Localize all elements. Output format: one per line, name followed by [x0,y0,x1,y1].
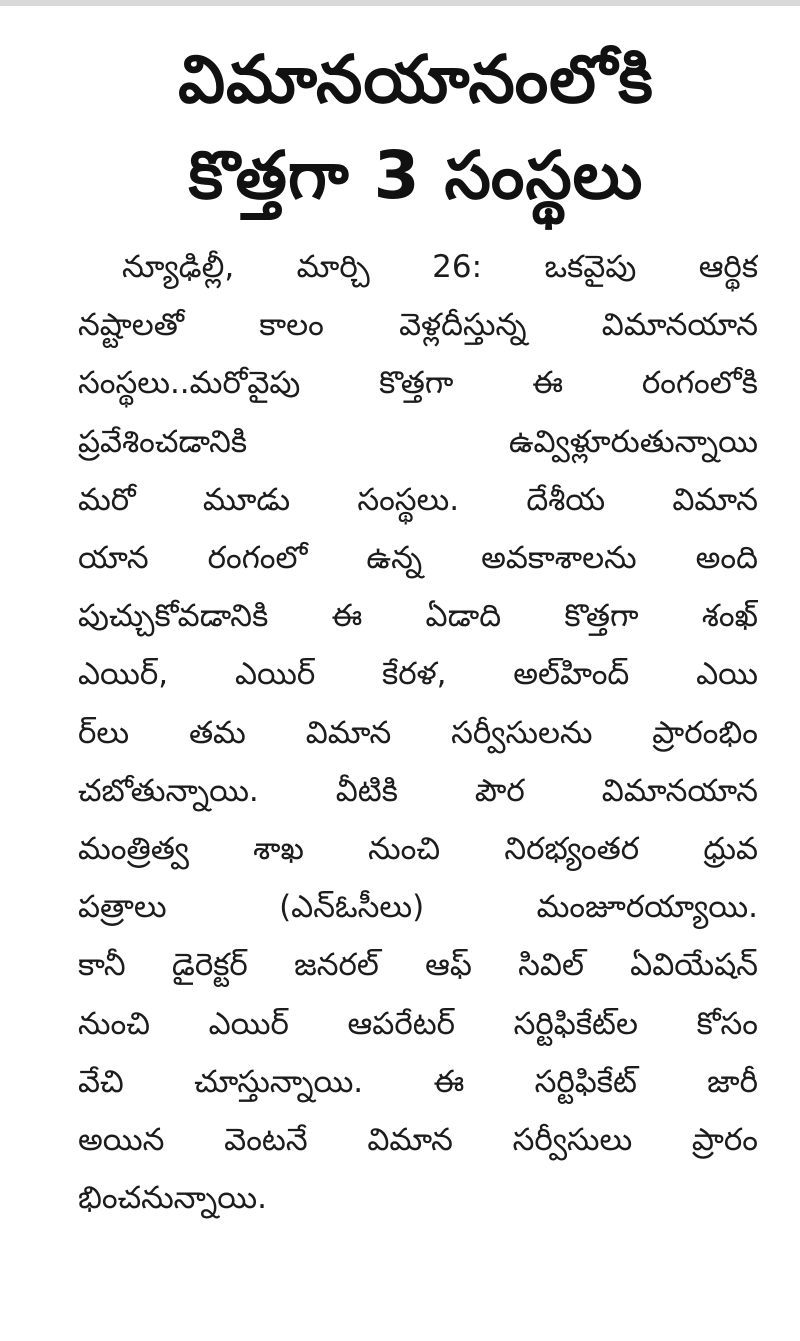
article-body [78,238,760,1227]
body-line: మంత్రిత్వ శాఖ నుంచి నిరభ్యంతర ధ్రువ [78,831,758,868]
body-line: వేచి చూస్తున్నాయి. ఈ సర్టిఫికేట్ జారీ [78,1063,758,1100]
body-line: యాన రంగంలో ఉన్న అవకాశాలను అంది [78,540,758,577]
body-line: చబోతున్నాయి. వీటికి పౌర విమానయాన [78,772,758,809]
headline-line-1: విమానయానంలోకి [178,41,654,118]
body-line: సంస్థలు..మరోవైపు కొత్తగా ఈ రంగంలోకి [78,365,758,402]
body-line: భించనున్నాయి. [78,1180,267,1217]
body-line: నష్టాలతో కాలం వెళ్లదీస్తున్న విమానయాన [78,307,758,344]
headline-line-2: కొత్తగా 3 సంస్థలు [188,137,644,214]
body-line: ఎయిర్, ఎయిర్ కేరళ, అల్‌హింద్ ఎయి [78,656,758,693]
body-line: కానీ డైరెక్టర్ జనరల్ ఆఫ్ సివిల్ ఏవియేషన్ [78,947,758,984]
body-line: ప్రవేశించడానికి ఉవ్విళ్లూరుతున్నాయి [78,423,758,460]
body-line: ర్‌లు తమ విమాన సర్వీసులను ప్రారంభిం [78,714,758,751]
headline [86,32,760,224]
body-line: నుంచి ఎయిర్ ఆపరేటర్ సర్టిఫికేట్‌ల కోసం [78,1005,758,1042]
body-line: పుచ్చుకోవడానికి ఈ ఏడాది కొత్తగా శంఖ్ [78,598,758,635]
body-line: పత్రాలు (ఎన్‌ఓసీలు) మంజూరయ్యాయి. [78,889,758,926]
body-line: మరో మూడు సంస్థలు. దేశీయ విమాన [78,481,758,518]
body-line: అయిన వెంటనే విమాన సర్వీసులు ప్రారం [78,1122,758,1159]
body-line: న్యూఢిల్లీ, మార్చి 26: ఒకవైపు ఆర్థిక [122,249,758,285]
